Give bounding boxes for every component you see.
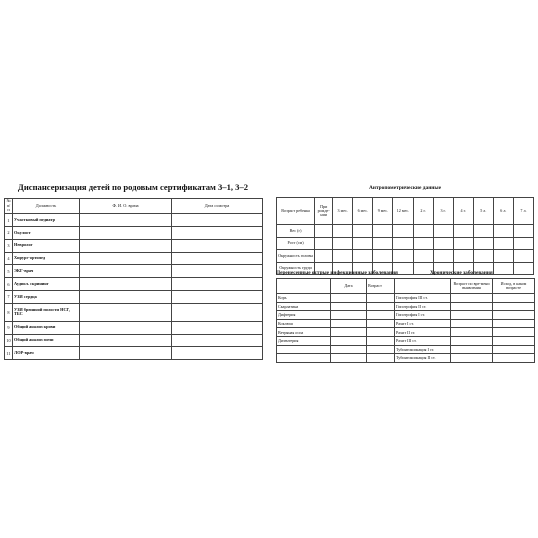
exam-date-cell[interactable] bbox=[172, 265, 263, 278]
measure-value-cell[interactable] bbox=[433, 237, 453, 250]
anthropometry-row bbox=[277, 225, 534, 238]
detected-age-cell[interactable] bbox=[451, 354, 493, 363]
measure-value-cell[interactable] bbox=[373, 250, 393, 263]
infection-date-cell[interactable] bbox=[331, 354, 367, 363]
measure-value-cell[interactable] bbox=[373, 225, 393, 238]
doctor-name-cell[interactable] bbox=[80, 214, 172, 227]
infection-date-cell[interactable] bbox=[331, 345, 367, 354]
exam-date-cell[interactable] bbox=[172, 347, 263, 360]
chronic-diseases-title: Хронические заболевания bbox=[430, 270, 493, 276]
age-col-header: 3 г. bbox=[433, 198, 453, 225]
measure-value-cell[interactable] bbox=[315, 250, 333, 263]
infection-name: Ветряная оспа bbox=[277, 328, 331, 337]
table-row bbox=[5, 321, 263, 334]
measure-value-cell[interactable] bbox=[473, 225, 493, 238]
age-col-header: 3 мес. bbox=[333, 198, 353, 225]
doctor-name-cell[interactable] bbox=[80, 303, 172, 321]
exam-date-cell[interactable] bbox=[172, 303, 263, 321]
infection-age-cell[interactable] bbox=[367, 319, 395, 328]
measure-value-cell[interactable] bbox=[453, 237, 473, 250]
measure-value-cell[interactable] bbox=[473, 237, 493, 250]
measure-value-cell[interactable] bbox=[513, 250, 533, 263]
infection-date-cell[interactable] bbox=[331, 336, 367, 345]
table-row bbox=[5, 334, 263, 347]
chronic-disease-name: Гипотрофия III ст. bbox=[395, 294, 451, 303]
infection-name bbox=[277, 345, 331, 354]
detected-age-cell[interactable] bbox=[451, 294, 493, 303]
row-num: 9 bbox=[5, 321, 13, 334]
infection-name: Корь bbox=[277, 294, 331, 303]
outcome-cell[interactable] bbox=[493, 354, 535, 363]
anthropometry-row bbox=[277, 250, 534, 263]
row-position: Участковый педиатр bbox=[13, 214, 80, 227]
infection-date-cell[interactable] bbox=[331, 311, 367, 320]
infection-age-cell[interactable] bbox=[367, 311, 395, 320]
row-position: УЗИ сердца bbox=[13, 290, 80, 303]
row-num: 2 bbox=[5, 226, 13, 239]
table-row bbox=[5, 303, 263, 321]
exam-date-cell[interactable] bbox=[172, 290, 263, 303]
anthropometry-title: Антропометрические данные bbox=[368, 185, 442, 191]
doctor-name-cell[interactable] bbox=[80, 239, 172, 252]
infection-age-cell[interactable] bbox=[367, 354, 395, 363]
age-header: Возраст ребенка bbox=[277, 198, 315, 225]
measure-value-cell[interactable] bbox=[493, 225, 513, 238]
exam-date-cell[interactable] bbox=[172, 321, 263, 334]
anthropometry-table bbox=[276, 197, 534, 275]
measure-value-cell[interactable] bbox=[333, 225, 353, 238]
infection-name: Скарлатина bbox=[277, 302, 331, 311]
col-header-disease bbox=[277, 279, 331, 294]
doctor-name-cell[interactable] bbox=[80, 347, 172, 360]
infection-date-cell[interactable] bbox=[331, 319, 367, 328]
exam-date-cell[interactable] bbox=[172, 226, 263, 239]
measure-label: Окружность головы bbox=[277, 250, 315, 263]
infection-age-cell[interactable] bbox=[367, 345, 395, 354]
outcome-cell[interactable] bbox=[493, 294, 535, 303]
measure-value-cell[interactable] bbox=[493, 250, 513, 263]
diseases-table bbox=[276, 278, 535, 363]
measure-value-cell[interactable] bbox=[433, 250, 453, 263]
table-row bbox=[5, 265, 263, 278]
detected-age-cell[interactable] bbox=[451, 336, 493, 345]
col-header-exam-date: Дата осмотра bbox=[172, 199, 263, 214]
measure-value-cell[interactable] bbox=[433, 225, 453, 238]
measure-value-cell[interactable] bbox=[413, 250, 433, 263]
col-header-date: Дата bbox=[331, 279, 367, 294]
infection-name: Коклюш bbox=[277, 319, 331, 328]
measure-value-cell[interactable] bbox=[453, 250, 473, 263]
infection-age-cell[interactable] bbox=[367, 336, 395, 345]
row-num: 7 bbox=[5, 290, 13, 303]
doctor-name-cell[interactable] bbox=[80, 265, 172, 278]
table-row bbox=[5, 226, 263, 239]
age-col-header: 6 мес. bbox=[353, 198, 373, 225]
exam-date-cell[interactable] bbox=[172, 214, 263, 227]
row-num: 1 bbox=[5, 214, 13, 227]
disease-row bbox=[277, 354, 535, 363]
disease-row bbox=[277, 336, 535, 345]
measure-value-cell[interactable] bbox=[493, 237, 513, 250]
infection-date-cell[interactable] bbox=[331, 294, 367, 303]
row-num: 10 bbox=[5, 334, 13, 347]
doctor-name-cell[interactable] bbox=[80, 278, 172, 291]
measure-value-cell[interactable] bbox=[353, 237, 373, 250]
age-col-header: 5 л. bbox=[473, 198, 493, 225]
outcome-cell[interactable] bbox=[493, 336, 535, 345]
disease-row bbox=[277, 302, 535, 311]
doctor-name-cell[interactable] bbox=[80, 321, 172, 334]
measure-label: Рост (см) bbox=[277, 237, 315, 250]
measure-value-cell[interactable] bbox=[453, 225, 473, 238]
exam-date-cell[interactable] bbox=[172, 252, 263, 265]
chronic-disease-name: Рахит III ст. bbox=[395, 336, 451, 345]
age-col-header: При рожде-нии bbox=[315, 198, 333, 225]
measure-value-cell[interactable] bbox=[353, 250, 373, 263]
doctor-exam-table bbox=[4, 198, 263, 360]
infection-age-cell[interactable] bbox=[367, 328, 395, 337]
disease-row bbox=[277, 294, 535, 303]
measure-value-cell[interactable] bbox=[513, 225, 533, 238]
exam-date-cell[interactable] bbox=[172, 239, 263, 252]
row-num: 6 bbox=[5, 278, 13, 291]
measure-value-cell[interactable] bbox=[333, 237, 353, 250]
disease-row bbox=[277, 311, 535, 320]
disease-row bbox=[277, 328, 535, 337]
chronic-disease-name: Рахит I ст. bbox=[395, 319, 451, 328]
anthropometry-header-row bbox=[277, 198, 534, 225]
measure-value-cell[interactable] bbox=[393, 237, 413, 250]
doctor-name-cell[interactable] bbox=[80, 226, 172, 239]
outcome-cell[interactable] bbox=[493, 328, 535, 337]
table-row bbox=[5, 290, 263, 303]
infection-age-cell[interactable] bbox=[367, 294, 395, 303]
measure-value-cell[interactable] bbox=[473, 250, 493, 263]
infection-age-cell[interactable] bbox=[367, 302, 395, 311]
diseases-header-row bbox=[277, 279, 535, 294]
col-header-detected-age: Возраст по вре-мени выявления bbox=[451, 279, 493, 294]
left-page bbox=[4, 182, 262, 362]
doctor-name-cell[interactable] bbox=[80, 334, 172, 347]
measure-value-cell[interactable] bbox=[373, 237, 393, 250]
age-col-header: 2 г. bbox=[413, 198, 433, 225]
infection-name bbox=[277, 354, 331, 363]
row-num: 3 bbox=[5, 239, 13, 252]
outcome-cell[interactable] bbox=[493, 319, 535, 328]
col-header-outcome: Исход, в каком возрасте bbox=[493, 279, 535, 294]
measure-value-cell[interactable] bbox=[315, 237, 333, 250]
measure-value-cell[interactable] bbox=[513, 237, 533, 250]
outcome-cell[interactable] bbox=[493, 302, 535, 311]
exam-date-cell[interactable] bbox=[172, 334, 263, 347]
measure-value-cell[interactable] bbox=[513, 262, 533, 275]
measure-label: Вес (г) bbox=[277, 225, 315, 238]
measure-value-cell[interactable] bbox=[393, 250, 413, 263]
table-row bbox=[5, 347, 263, 360]
table-row bbox=[5, 278, 263, 291]
table-header-row bbox=[5, 199, 263, 214]
chronic-disease-name: Гипотрофия II ст. bbox=[395, 302, 451, 311]
chronic-disease-name: Гипотрофия I ст. bbox=[395, 311, 451, 320]
table-row bbox=[5, 252, 263, 265]
col-header-doctor-name: Ф. И. О. врача bbox=[80, 199, 172, 214]
age-col-header: 9 мес. bbox=[373, 198, 393, 225]
measure-value-cell[interactable] bbox=[353, 225, 373, 238]
row-num: 11 bbox=[5, 347, 13, 360]
table-row bbox=[5, 239, 263, 252]
chronic-disease-name: Тубинтоксикация I ст. bbox=[395, 345, 451, 354]
infection-name: Дифтерия bbox=[277, 311, 331, 320]
table-row bbox=[5, 214, 263, 227]
measure-value-cell[interactable] bbox=[333, 250, 353, 263]
row-position: Хирург-ортопед bbox=[13, 252, 80, 265]
row-position: Аудиол. скрининг bbox=[13, 278, 80, 291]
detected-age-cell[interactable] bbox=[451, 302, 493, 311]
age-col-header: 7 л. bbox=[513, 198, 533, 225]
anthropometry-row bbox=[277, 237, 534, 250]
row-position: Общий анализ мочи bbox=[13, 334, 80, 347]
row-position: Общий анализ крови bbox=[13, 321, 80, 334]
infectious-diseases-title: Перенесенные острые инфекционные заболевания bbox=[276, 270, 398, 276]
measure-value-cell[interactable] bbox=[413, 225, 433, 238]
doctor-name-cell[interactable] bbox=[80, 290, 172, 303]
col-header-position: Должность bbox=[13, 199, 80, 214]
page-title: Диспансеризация детей по родовым сертификатам 3–1, 3–2 bbox=[17, 182, 249, 192]
measure-label: Окружность груди bbox=[277, 262, 315, 275]
doctor-name-cell[interactable] bbox=[80, 252, 172, 265]
infection-date-cell[interactable] bbox=[331, 302, 367, 311]
exam-date-cell[interactable] bbox=[172, 278, 263, 291]
disease-row bbox=[277, 345, 535, 354]
detected-age-cell[interactable] bbox=[451, 311, 493, 320]
chronic-disease-name: Рахит II ст. bbox=[395, 328, 451, 337]
col-header-num: № п/п bbox=[6, 198, 11, 213]
measure-value-cell[interactable] bbox=[393, 225, 413, 238]
col-header-chronic bbox=[395, 279, 451, 294]
row-position: ЭКГ-врач bbox=[13, 265, 80, 278]
row-position: Невролог bbox=[13, 239, 80, 252]
col-header-age: Возраст bbox=[367, 279, 395, 294]
disease-row bbox=[277, 319, 535, 328]
age-col-header: 4 г. bbox=[453, 198, 473, 225]
detected-age-cell[interactable] bbox=[451, 319, 493, 328]
measure-value-cell[interactable] bbox=[413, 237, 433, 250]
outcome-cell[interactable] bbox=[493, 345, 535, 354]
measure-value-cell[interactable] bbox=[315, 225, 333, 238]
row-num: 4 bbox=[5, 252, 13, 265]
detected-age-cell[interactable] bbox=[451, 345, 493, 354]
age-col-header: 6 л. bbox=[493, 198, 513, 225]
detected-age-cell[interactable] bbox=[451, 328, 493, 337]
row-position: УЗИ брюшной полости НСГ, ТБС bbox=[13, 303, 80, 321]
row-num: 8 bbox=[5, 303, 13, 321]
row-num: 5 bbox=[5, 265, 13, 278]
measure-value-cell[interactable] bbox=[493, 262, 513, 275]
row-position: Окулист bbox=[13, 226, 80, 239]
infection-name: Дизентерия bbox=[277, 336, 331, 345]
age-col-header: 12 мес. bbox=[393, 198, 413, 225]
chronic-disease-name: Тубинтоксикация II ст. bbox=[395, 354, 451, 363]
outcome-cell[interactable] bbox=[493, 311, 535, 320]
infection-date-cell[interactable] bbox=[331, 328, 367, 337]
row-position: ЛОР-врач bbox=[13, 347, 80, 360]
right-page bbox=[276, 184, 534, 361]
